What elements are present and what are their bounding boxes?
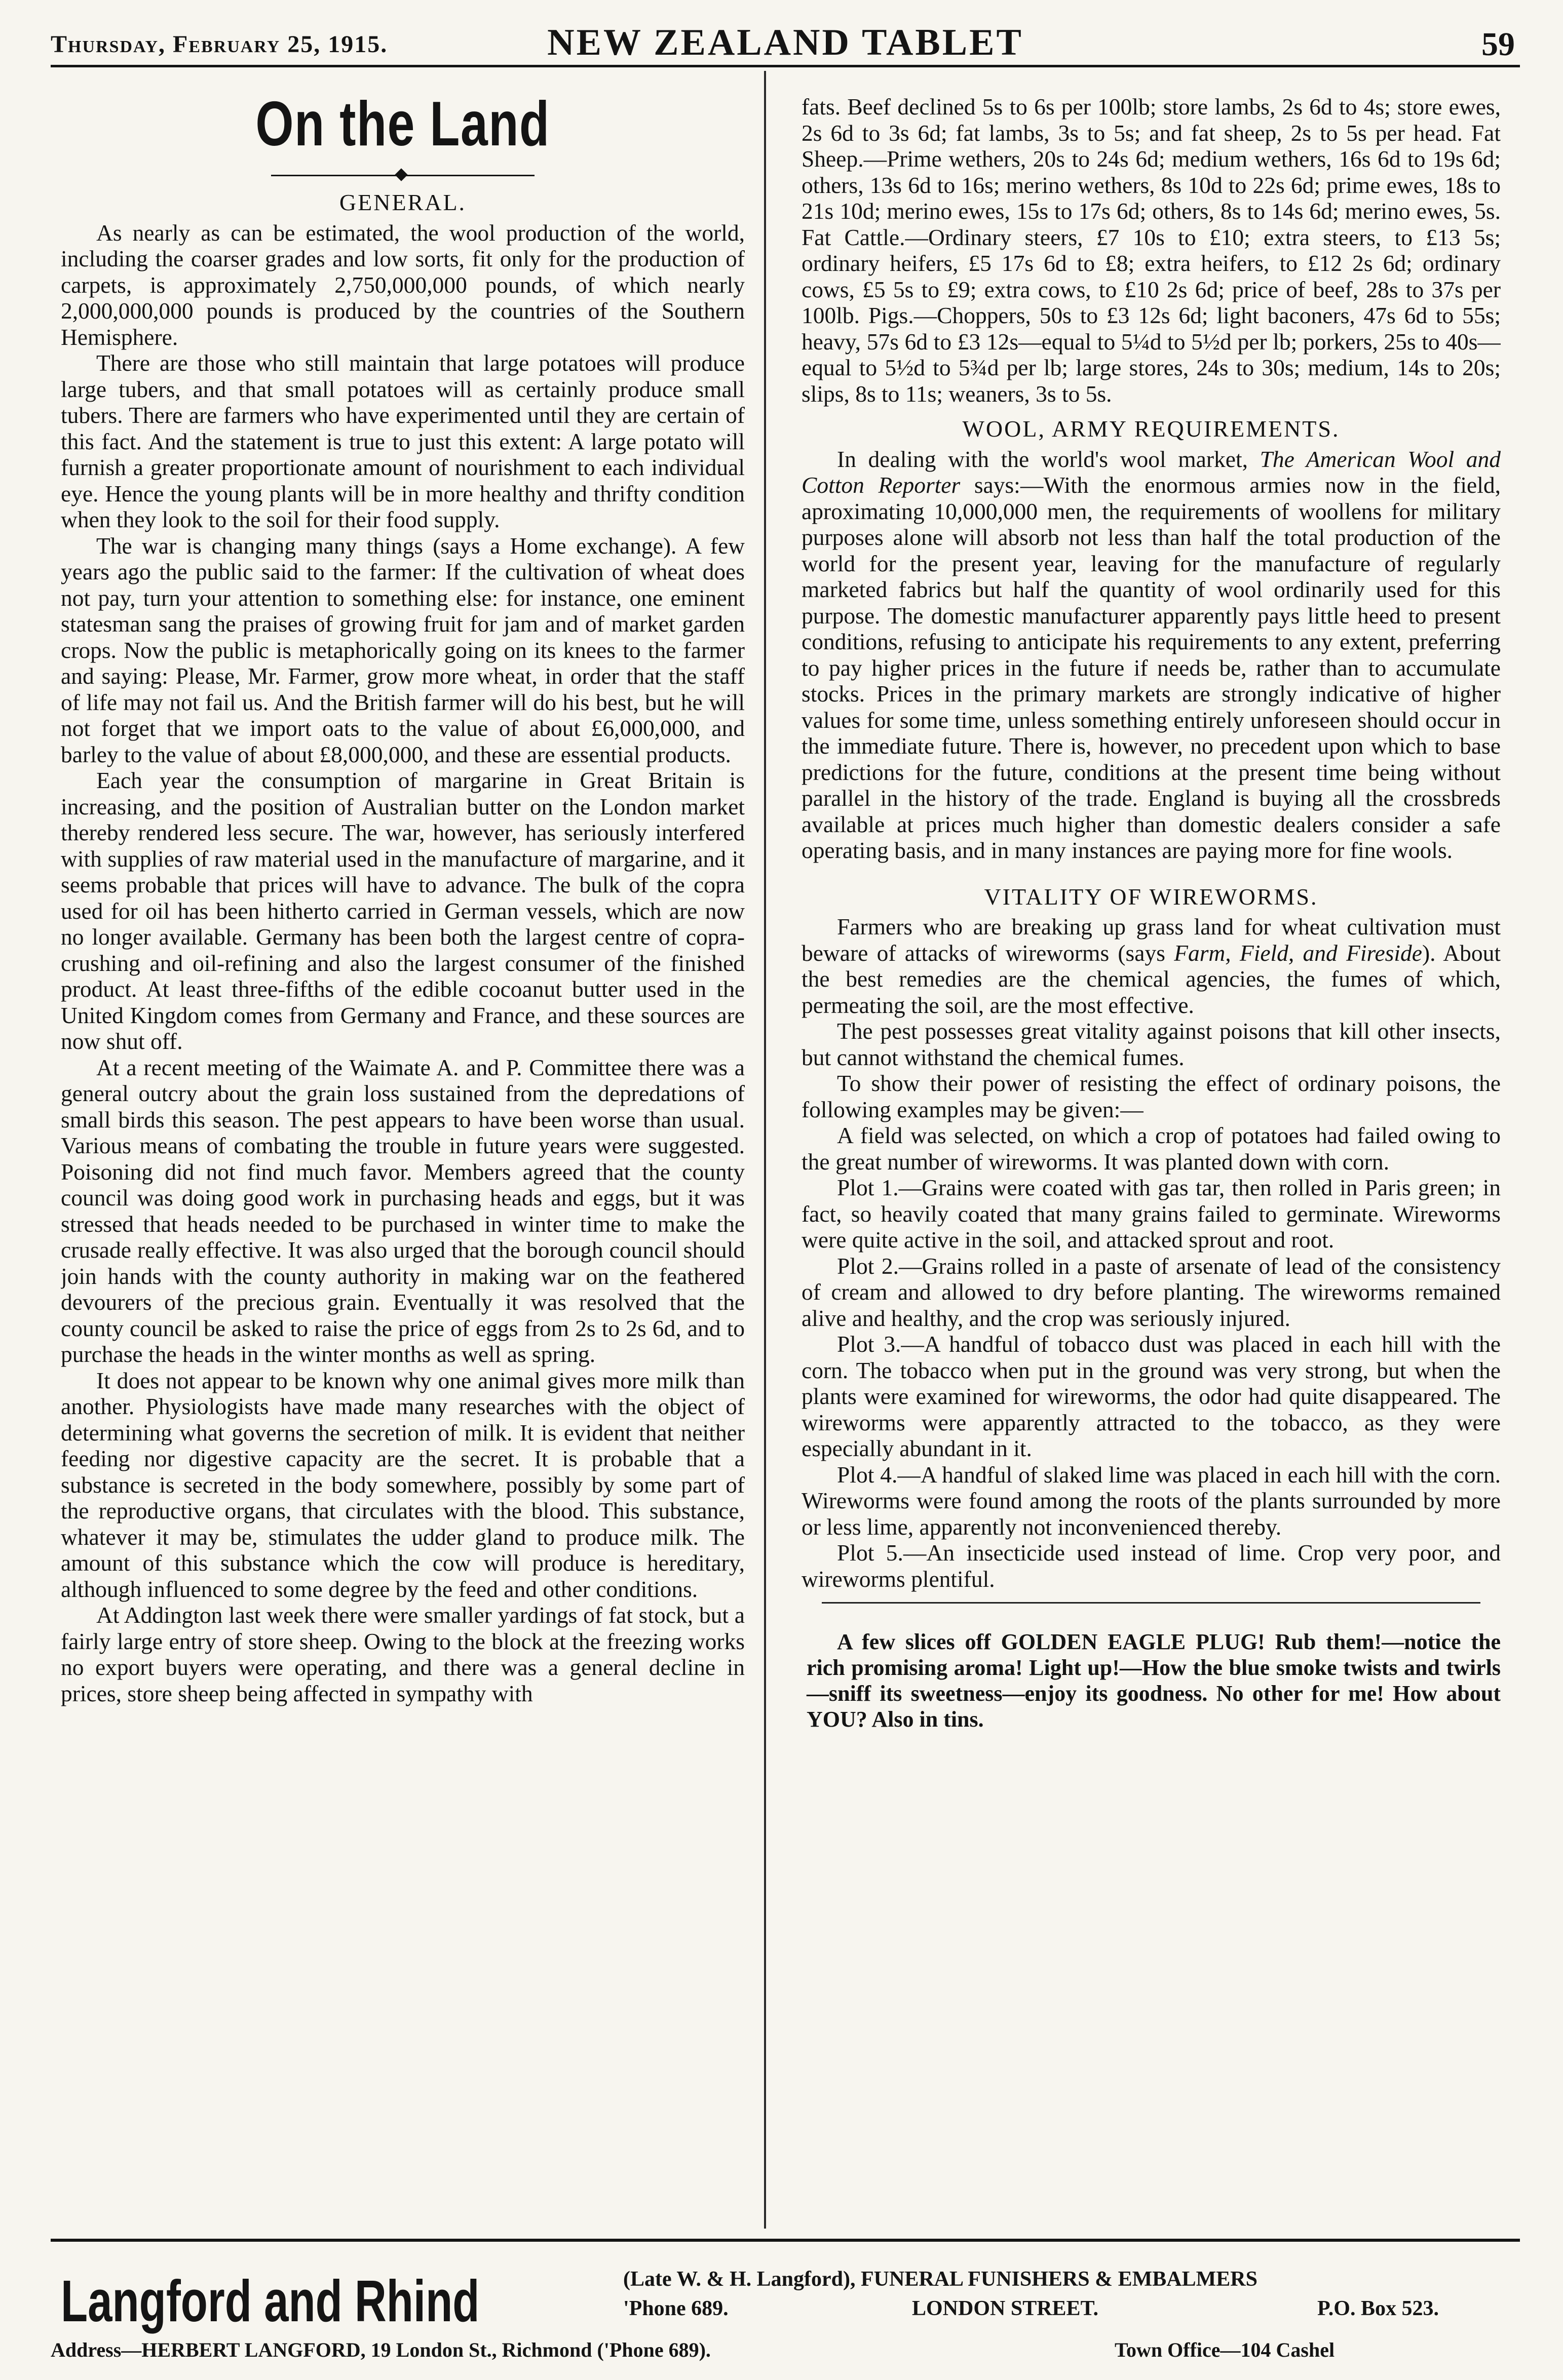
paragraph-wireworm-vitality: The pest possesses great vitality against poisons that kill other insects, but cannot withstand the chemical fumes. [802, 1018, 1501, 1070]
wireworm-source: Farm, Field, and Fireside [1174, 940, 1422, 966]
paragraph-plot-5: Plot 5.—An insecticide used instead of lime. Crop very poor, and wireworms plentiful. [802, 1540, 1501, 1592]
paragraph-plot-3: Plot 3.—A handful of tobacco dust was placed in each hill with the corn. The tobacco when put in the ground was very strong, but when the plants were examined for wireworms, the odor had quite disappeared. The wireworms were apparently attracted to the tobacco, as they were especially abundant in it. [802, 1331, 1501, 1461]
paragraph-wool-market [802, 446, 1501, 864]
advert-rule [822, 1602, 1480, 1604]
heading-wool-army: WOOL, ARMY REQUIREMENTS. [962, 416, 1340, 442]
footer-services: (Late W. & H. Langford), FUNERAL FUNISHERS & EMBALMERS [623, 2268, 1257, 2291]
paragraph-market-prices: fats. Beef declined 5s to 6s per 100lb; store lambs, 2s 6d to 4s; store ewes, 2s 6d to 3s 6d; fat lambs, 3s to 5s; and fat sheep, 2s to 5s per head. Fat Sheep.—Prime wethers, 20s to 24s 6d; medium wethers, 16s 6d to 19s 6d; others, 13s 6d to 16s; merino wethers, 8s 10d to 22s 6d; prime ewes, 18s to 21s 10d; merino ewes, 15s to 17s 6d; others, 8s to 14s 6d; merino ewes, 5s. Fat Cattle.—Ordinary steers, £7 10s to £10; extra steers, to £13 5s; ordinary heifers, £5 17s 6d to £8; extra heifers, to £12 2s 6d; ordinary cows, £5 5s to £9; extra cows, to £10 2s 6d; price of beef, 28s to 37s per 100lb. Pigs.—Choppers, 50s to £3 12s 6d; light baconers, 47s 6d to 55s; heavy, 57s 6d to £3 12s—equal to 5¼d to 5½d per lb; porkers, 25s to 40s—equal to 5½d to 5¾d per lb; large stores, 24s to 30s; medium, 14s to 20s; slips, 8s to 11s; weaners, 3s to 5s. [802, 94, 1501, 407]
footer-brand: Langford and Rhind [61, 2268, 480, 2334]
section-masthead: On the Land [255, 89, 550, 159]
issue-date: Thursday, February 25, 1915. [51, 31, 388, 58]
page-header [51, 19, 1520, 67]
paragraph-plot-4: Plot 4.—A handful of slaked lime was placed in each hill with the corn. Wireworms were found among the roots of the plants surrounded by more or less lime, apparently not inconvenienced thereby. [802, 1461, 1501, 1540]
paragraph-addington: At Addington last week there were smaller yardings of fat stock, but a fairly large entry of store sheep. Owing to the block at the freezing works no export buyers were operating, and there was a general decline in prices, store sheep being affected in sympathy with [61, 1602, 745, 1706]
paragraph-war-wheat: The war is changing many things (says a Home exchange). A few years ago the public said to the farmer: If the cultivation of wheat does not pay, turn your attention to something else: for instance, one eminent statesman sang the praises of growing fruit for jam and of market garden crops. Now the public is metaphorically going on its knees to the farmer and saying: Please, Mr. Farmer, grow more wheat, in order that the staff of life may not fail us. And the British farmer will do his best, but he will not forget that we import oats to the value of about £6,000,000, and barley to the value of about £8,000,000, and these are essential products. [61, 532, 745, 767]
paragraph-milk: It does not appear to be known why one animal gives more milk than another. Physiologists have made many researches with the object of determining what governs the secretion of milk. It is evident that neither feeding nor digestive capacity are the secret. It is probable that a substance is secreted in the body somewhere, possibly by some part of the reproductive organs, that circulates with the blood. This substance, whatever it may be, stimulates the udder gland to produce milk. The amount of this substance which the cow will produce is hereditary, although influenced to some degree by the feed and other conditions. [61, 1367, 745, 1602]
wireworm-text-before: Farmers who are breaking up grass land for wheat cultivation must beware of attacks of wireworms (says [802, 914, 1501, 966]
column-divider [764, 71, 766, 2229]
right-column [802, 94, 1501, 2241]
footer-street: LONDON STREET. [912, 2297, 1098, 2320]
paragraph-plot-1: Plot 1.—Grains were coated with gas tar, then rolled in Paris green; in fact, so heavily coated that many grains failed to germinate. Wireworms were quite active in the soil, and attacked sprout and root. [802, 1175, 1501, 1253]
newspaper-title: NEW ZEALAND TABLET [547, 22, 1023, 63]
wireworm-text-after: ). About the best remedies are the chemical agencies, the fumes of which, permeating the soil, are the most effective. [802, 940, 1501, 1018]
footer-town-office: Town Office—104 Cashel [1115, 2338, 1335, 2361]
ornament-divider [271, 170, 535, 180]
wool-text-after: says:—With the enormous armies now in the field, aproximating 10,000,000 men, the requirements of woollens for military purposes alone will absorb not less than half the total production of the world for the present year, leaving for the manufacture of regularly marketed fabrics but half the quantity of wool ordinarily used for this purpose. The domestic manufacturer apparently pays little heed to present conditions, refusing to anticipate his requirements to any extent, preferring to pay higher prices in the future if needs be, rather than to accumulate stocks. Prices in the primary markets are strongly indicative of higher values for some time, unless something entirely unforeseen should occur in the immediate future. There is, however, no precedent upon which to base predictions for the future, conditions at the present time being without parallel in the history of the trade. England is buying all the crossbreds available at prices much higher than domestic dealers consider a safe operating basis, and in many instances are paying more for fine wools. [802, 472, 1501, 863]
page-number: 59 [1481, 26, 1515, 63]
paragraph-waimate-birds: At a recent meeting of the Waimate A. and P. Committee there was a general outcry about the grain loss sustained from the depredations of small birds this season. The pest appears to have been worse than usual. Various means of combating the trouble in future years were suggested. Poisoning did not find much favor. Members agreed that the county council was doing good work in purchasing heads and eggs, but it was stressed that heads needed to be purchased in winter time to make the crusade really effective. It was also urged that the borough council should join hands with the county authority in making war on the feathered devourers of the precious grain. Eventually it was resolved that the county council be asked to raise the price of eggs from 2s to 2s 6d, and to purchase the heads in the winter months as well as spring. [61, 1054, 745, 1367]
paragraph-wireworm-field: A field was selected, on which a crop of potatoes had failed owing to the great number of wireworms. It was planted down with corn. [802, 1122, 1501, 1175]
heading-wireworms: VITALITY OF WIREWORMS. [984, 883, 1318, 910]
wool-text-before: In dealing with the world's wool market, [837, 446, 1248, 472]
paragraph-wool-production: As nearly as can be estimated, the wool production of the world, including the coarser grades and low sorts, fit only for the production of carpets, is approximately 2,750,000,000 pounds, of which nearly 2,000,000,000 pounds is produced by the countries of the Southern Hemisphere. [61, 219, 745, 350]
left-column [61, 86, 745, 2234]
wool-source: The American Wool and Cotton Reporter [802, 446, 1501, 498]
footer-pobox: P.O. Box 523. [1317, 2297, 1439, 2320]
paragraph-margarine: Each year the consumption of margarine in Great Britain is increasing, and the position of Australian butter on the London market thereby rendered less secure. The war, however, has seriously interfered with supplies of raw material used in the manufacture of margarine, and it seems probable that prices will have to advance. The bulk of the copra used for oil has been hitherto carried in German vessels, which are now no longer available. Germany has been both the largest centre of copra-crushing and oil-refining and also the largest consumer of the finished product. At least three-fifths of the edible cocoanut butter used in the United Kingdom comes from Germany and France, and these sources are now shut off. [61, 767, 745, 1054]
paragraph-plot-2: Plot 2.—Grains rolled in a paste of arsenate of lead of the consistency of cream and allowed to dry before planting. The wireworms remained alive and healthy, and the crop was seriously injured. [802, 1253, 1501, 1331]
paragraph-wireworm-intro [802, 914, 1501, 1018]
paragraph-wireworm-examples: To show their power of resisting the effect of ordinary poisons, the following examples may be given:— [802, 1070, 1501, 1122]
paragraph-potatoes: There are those who still maintain that large potatoes will produce large tubers, and that small potatoes will as certainly produce small tubers. There are farmers who have experimented until they are certain of this fact. And the statement is true to just this extent: A large potato will furnish a greater proportionate amount of nourishment to each individual eye. Hence the young plants will be in more healthy and thrifty condition when they look to the soil for their food supply. [61, 350, 745, 532]
heading-general: GENERAL. [339, 189, 467, 215]
footer-phone: 'Phone 689. [623, 2297, 729, 2320]
footer-advert [51, 2239, 1520, 2378]
advert-text: A few slices off GOLDEN EAGLE PLUG! Rub them!—notice the rich promising aroma! Light up!—How the blue smoke twists and twirls—sniff its sweetness—enjoy its goodness. No other for me! How about YOU? Also in tins. [807, 1629, 1501, 1732]
golden-eagle-advert [802, 1629, 1501, 1732]
footer-address: Address—HERBERT LANGFORD, 19 London St., Richmond ('Phone 689). [51, 2338, 711, 2361]
